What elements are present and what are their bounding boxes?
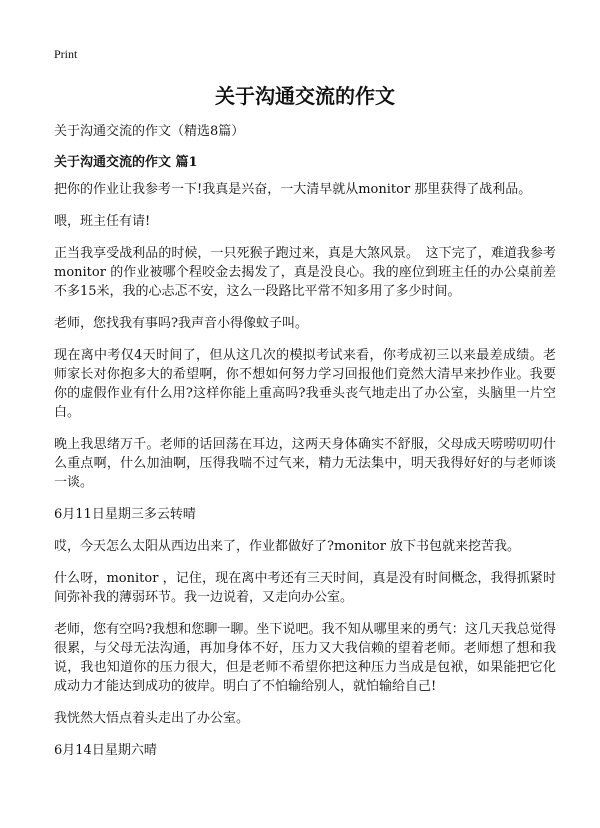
paragraph: 哎，今天怎么太阳从西边出来了，作业都做好了?monitor 放下书包就来挖苦我。: [54, 539, 521, 554]
date-line: 6月11日星期三多云转晴: [54, 507, 196, 522]
document-subtitle: 关于沟通交流的作文（精选8篇）: [54, 124, 245, 139]
page-title: 关于沟通交流的作文: [215, 84, 395, 108]
article-body: [54, 180, 556, 773]
paragraph: 正当我享受战利品的时候，一只死猴子跑过来，真是大煞风景。 这下完了，难道我参考monitor 的作业被哪个程咬金去揭发了，真是没良心。我的座位到班主任的办公桌前差不多15米，我的心忐忑不安，这么一段路比平常不知多用了多少时间。: [54, 246, 556, 299]
paragraph: 晚上我思绪万千。老师的话回荡在耳边，这两天身体确实不舒服，父母成天唠唠叨叨什么重点啊，什么加油啊，压得我喘不过气来，精力无法集中，明天我得好好的与老师谈一谈。: [54, 437, 556, 490]
paragraph: 什么呀，monitor ，记住，现在离中考还有三天时间，真是没有时间概念，我得抓紧时间弥补我的薄弱环节。我一边说着，又走向办公室。: [54, 571, 556, 605]
section-heading: 关于沟通交流的作文 篇1: [54, 155, 198, 170]
paragraph: 现在离中考仅4天时间了，但从这几次的模拟考试来看，你考成初三以来最差成绩。老师家长对你抱多大的希望啊，你不想如何努力学习回报他们竟然大清早来抄作业。我要你的虚假作业有什么用?这样你能上重高吗?我垂头丧气地走出了办公室，头脑里一片空白。: [54, 348, 556, 420]
date-line: 6月14日星期六晴: [54, 743, 157, 758]
paragraph: 把你的作业让我参考一下!我真是兴奋，一大清早就从monitor 那里获得了战利品。: [54, 182, 532, 197]
paragraph: 我恍然大悟点着头走出了办公室。: [54, 711, 250, 726]
print-label[interactable]: Print: [54, 47, 78, 61]
paragraph: 喂，班主任有请!: [54, 214, 151, 229]
paragraph: 老师，您找我有事吗?我声音小得像蚊子叫。: [54, 316, 308, 331]
paragraph: 老师，您有空吗?我想和您聊一聊。坐下说吧。我不知从哪里来的勇气：这几天我总觉得很累，与父母无法沟通，再加身体不好，压力又大我信赖的望着老师。老师想了想和我说，我也知道你的压力很大，但是老师不希望你把这种压力当成是包袱，如果能把它化成动力才能达到成功的彼岸。明白了不怕输给别人，就怕输给自己!: [54, 622, 556, 694]
